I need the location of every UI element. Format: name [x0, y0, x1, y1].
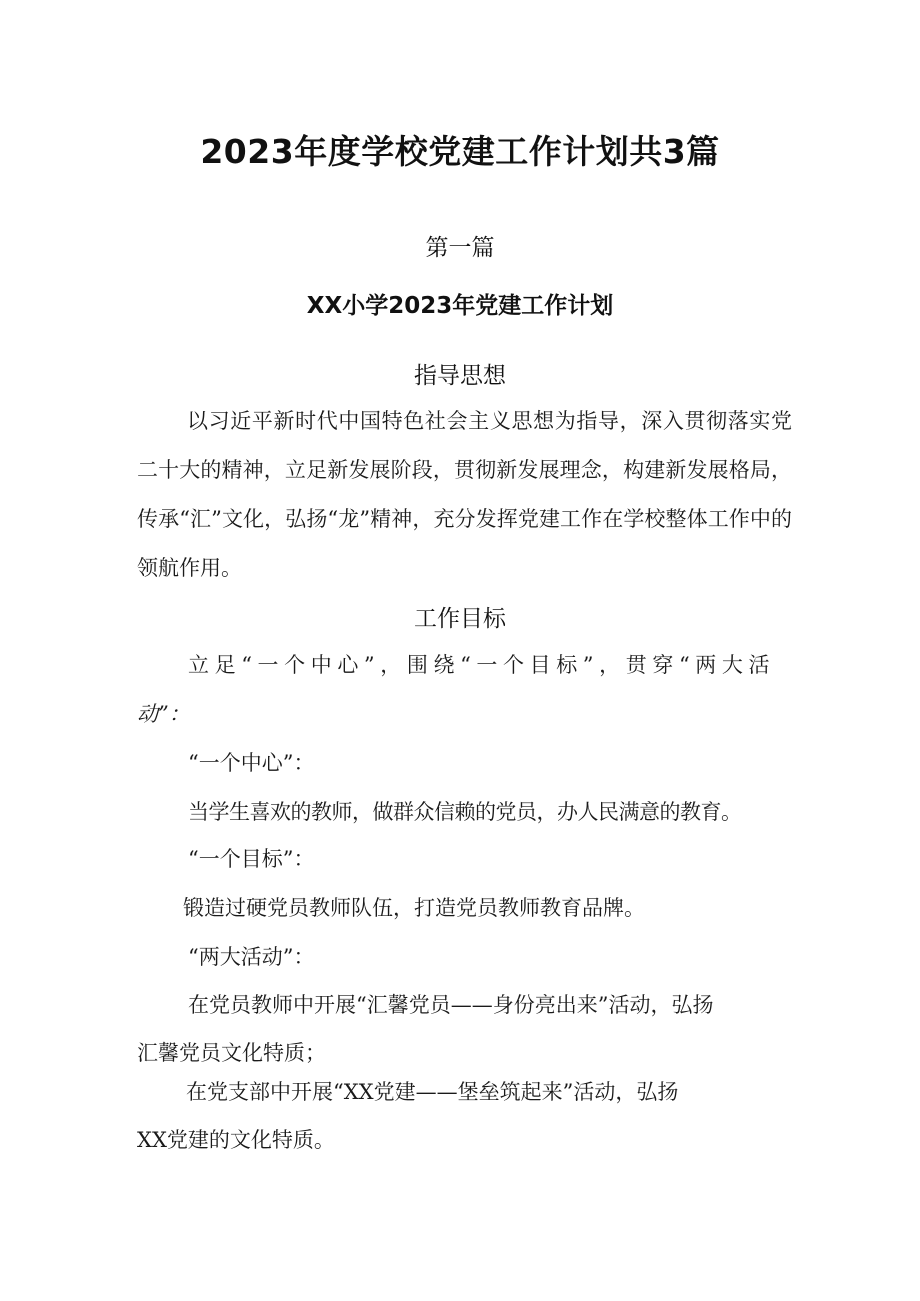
goals-intro-line-2: 动”： [137, 702, 190, 726]
one-center-label: “一个中心”： [188, 751, 315, 775]
guiding-ideology-paragraph: 以习近平新时代中国特色社会主义思想为指导，深入贯彻落实党二十大的精神，立足新发展阶段，贯彻新发展理念，构建新发展格局，传承“汇”文化，弘扬“龙”精神，充分发挥党建工作在学校整体工作中的领航作用。 [137, 409, 792, 580]
one-center-text: 当学生喜欢的教师，做群众信赖的党员，办人民满意的教育。 [188, 800, 742, 824]
part-label: 第一篇 [425, 235, 495, 261]
document-title: 2023年度学校党建工作计划共3篇 [200, 132, 720, 171]
activity-2-line-1: 在党支部中开展“XX党建——堡垒筑起来”活动，弘扬 [186, 1080, 679, 1104]
activity-1-line-1: 在党员教师中开展“汇馨党员——身份亮出来”活动，弘扬 [188, 993, 714, 1017]
section-heading-guiding-ideology: 指导思想 [414, 363, 506, 389]
goals-intro-line-1: 立足“一个中心”，围绕“一个目标”，贯穿“两大活 [188, 653, 776, 677]
activity-1-line-2: 汇馨党员文化特质； [137, 1041, 326, 1065]
section-heading-work-goals: 工作目标 [414, 606, 506, 632]
plan-title: XX小学2023年党建工作计划 [306, 293, 614, 319]
activity-2-line-2: XX党建的文化特质。 [137, 1128, 335, 1152]
one-goal-label: “一个目标”： [188, 847, 315, 871]
one-goal-text: 锻造过硬党员教师队伍，打造党员教师教育品牌。 [183, 896, 645, 920]
two-activities-label: “两大活动”： [188, 945, 315, 969]
